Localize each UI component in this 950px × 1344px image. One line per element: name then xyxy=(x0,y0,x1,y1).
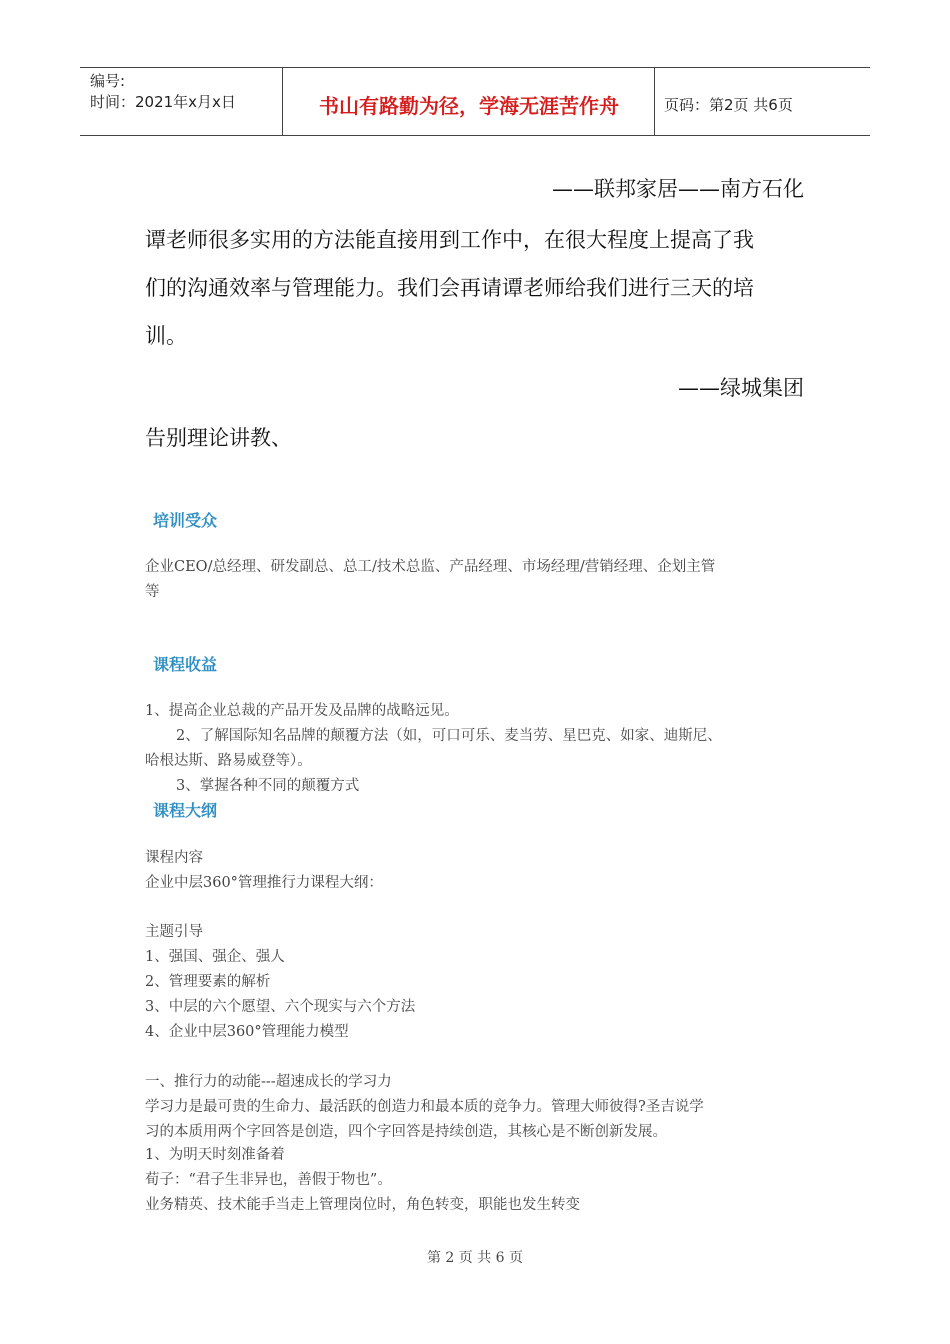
header-motto: 书山有路勤为径，学海无涯苦作舟 xyxy=(319,94,619,118)
header-top-border xyxy=(80,67,870,68)
outline-content-label: 课程内容 xyxy=(145,850,203,866)
header-number-label: 编号: xyxy=(90,72,126,90)
header-divider-left xyxy=(282,67,283,136)
outline-theme-title: 主题引导 xyxy=(145,924,203,940)
benefit-item-3: 3、掌握各种不同的颠覆方式 xyxy=(176,778,360,794)
header-divider-right xyxy=(654,67,655,136)
testimonial-source-1: ——联邦家居——南方石化 xyxy=(552,177,804,201)
benefit-item-2-cont: 哈根达斯、路易威登等）。 xyxy=(145,753,312,769)
testimonial-quote-line-2: 们的沟通效率与管理能力。我们会再请谭老师给我们进行三天的培 xyxy=(145,276,754,300)
audience-line-1: 企业CEO/总经理、研发副总、总工/技术总监、产品经理、市场经理/营销经理、企划主管 xyxy=(145,559,716,575)
outline-part-one-title: 一、推行力的动能---超速成长的学习力 xyxy=(145,1074,392,1090)
page-footer: 第 2 页 共 6 页 xyxy=(426,1250,524,1266)
outline-course-title: 企业中层360°管理推行力课程大纲： xyxy=(145,875,383,891)
benefit-item-2: 2、了解国际知名品牌的颠覆方法（如，可口可乐、麦当劳、星巴克、如家、迪斯尼、 xyxy=(176,728,722,744)
outline-theme-item-4: 4、企业中层360°管理能力模型 xyxy=(145,1024,349,1040)
header-bottom-border xyxy=(80,135,870,136)
testimonial-source-2: ——绿城集团 xyxy=(678,376,804,400)
outline-part-one-line-4: 荀子：“君子生非异也，善假于物也”。 xyxy=(145,1172,392,1188)
outline-part-one-line-5: 业务精英、技术能手当走上管理岗位时，角色转变，职能也发生转变 xyxy=(145,1197,580,1213)
testimonial-quote-line-1: 谭老师很多实用的方法能直接用到工作中，在很大程度上提高了我 xyxy=(145,228,754,252)
outline-theme-item-2: 2、管理要素的解析 xyxy=(145,974,271,990)
outline-part-one-line-3: 1、为明天时刻准备着 xyxy=(145,1147,285,1163)
header-page-info: 页码：第2页 共6页 xyxy=(664,96,793,114)
outline-theme-item-1: 1、强国、强企、强人 xyxy=(145,949,285,965)
outline-part-one-line-1: 学习力是最可贵的生命力、最活跃的创造力和最本质的竞争力。管理大师彼得?圣吉说学 xyxy=(145,1099,704,1115)
outline-part-one-line-2: 习的本质用两个字回答是创造，四个字回答是持续创造，其核心是不断创新发展。 xyxy=(145,1124,667,1140)
farewell-text: 告别理论讲教、 xyxy=(145,426,292,450)
benefits-heading: 课程收益 xyxy=(153,655,218,674)
outline-heading: 课程大纲 xyxy=(153,801,218,820)
audience-heading: 培训受众 xyxy=(153,511,218,530)
testimonial-quote-line-3: 训。 xyxy=(145,324,187,348)
header-time-label: 时间：2021年x月x日 xyxy=(90,93,236,111)
audience-line-2: 等 xyxy=(145,584,160,600)
benefit-item-1: 1、提高企业总裁的产品开发及品牌的战略远见。 xyxy=(145,703,459,719)
outline-theme-item-3: 3、中层的六个愿望、六个现实与六个方法 xyxy=(145,999,416,1015)
